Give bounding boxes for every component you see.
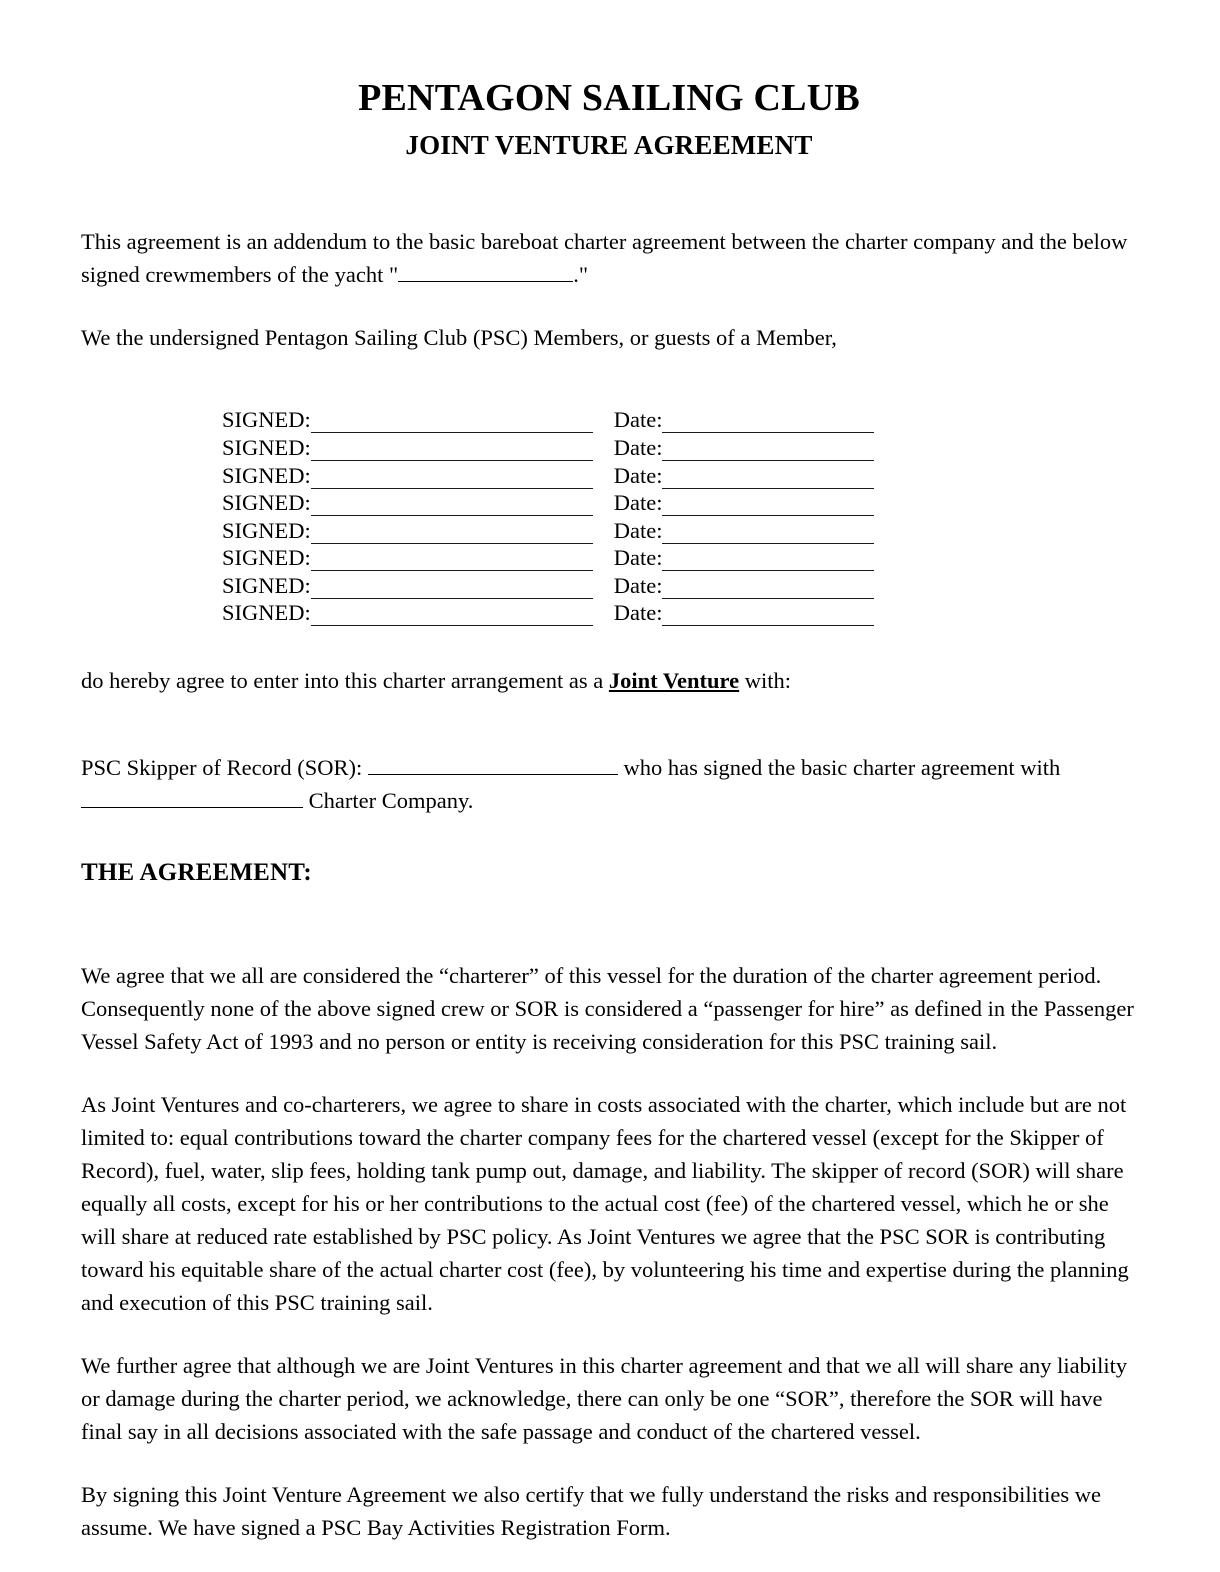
date-line[interactable] (662, 466, 874, 489)
date-line[interactable] (662, 576, 874, 599)
date-line[interactable] (662, 603, 874, 626)
signature-row (222, 489, 1022, 517)
date-label: Date: (613, 572, 663, 598)
charter-company-blank[interactable] (81, 786, 303, 808)
intro-paragraph-1 (81, 225, 1137, 291)
date-label: Date: (613, 600, 663, 626)
signature-line[interactable] (311, 438, 593, 461)
signature-line[interactable] (311, 603, 593, 626)
signature-line[interactable] (311, 576, 593, 599)
signed-label: SIGNED: (222, 490, 311, 516)
page-subtitle: JOINT VENTURE AGREEMENT (405, 130, 813, 161)
signature-block (222, 406, 1022, 627)
section-heading-agreement: THE AGREEMENT: (81, 859, 312, 887)
signature-line[interactable] (311, 493, 593, 516)
document-content (81, 0, 1137, 1544)
signature-row (222, 544, 1022, 572)
body-paragraph-4: By signing this Joint Venture Agreement we also certify that we fully understand the risks and responsibilities we assume. We have signed a PSC Bay Activities Registration Form. (81, 1482, 1102, 1541)
signature-row (222, 571, 1022, 599)
signed-label: SIGNED: (222, 545, 311, 571)
title-block (81, 78, 1137, 161)
signature-row (222, 516, 1022, 544)
joint-venture-text-after: with: (739, 668, 792, 694)
signature-row (222, 461, 1022, 489)
date-line[interactable] (662, 438, 874, 461)
date-label: Date: (613, 545, 663, 571)
date-label: Date: (613, 434, 663, 460)
yacht-name-blank[interactable] (398, 260, 573, 282)
date-label: Date: (613, 462, 663, 488)
joint-venture-text-before: do hereby agree to enter into this charter arrangement as a (81, 668, 609, 694)
intro-text-before-yacht-blank: This agreement is an addendum to the basic bareboat charter agreement between the charter company and the below signed crewmembers of the yacht " (81, 228, 1128, 287)
joint-venture-emphasis: Joint Venture (608, 668, 740, 694)
body-paragraph-2: As Joint Ventures and co-charterers, we agree to share in costs associated with the charter, which include but are not limited to: equal contributions toward the charter company fees for the chartered vessel (except for the Skipper of Record), fuel, water, slip fees, holding tank pump out, damage, and liability. The skipper of record (SOR) will share equally all costs, except for his or her contributions to the actual cost (fee) of the chartered vessel, which he or she will share at reduced rate established by PSC policy. As Joint Ventures we agree that the PSC SOR is contributing toward his equitable share of the actual charter cost (fee), by volunteering his time and expertise during the planning and execution of this PSC training sail. (81, 1092, 1129, 1316)
intro-paragraph-2: We the undersigned Pentagon Sailing Club (PSC) Members, or guests of a Member, (81, 324, 837, 350)
date-line[interactable] (662, 548, 874, 571)
signature-row (222, 406, 1022, 434)
sor-label: PSC Skipper of Record (SOR): (81, 755, 368, 781)
date-line[interactable] (662, 493, 874, 516)
date-label: Date: (613, 407, 663, 433)
sor-name-blank[interactable] (368, 753, 618, 775)
body-paragraph-3: We further agree that although we are Joint Ventures in this charter agreement and that we all will share any liability or damage during the charter period, we acknowledge, there can only be one “SOR”, therefore the SOR will have final say in all decisions associated with the safe passage and conduct of the chartered vessel. (81, 1353, 1128, 1445)
intro-text-after-yacht-blank: ." (573, 261, 589, 287)
joint-venture-line (81, 664, 1137, 697)
date-line[interactable] (662, 410, 874, 433)
signed-label: SIGNED: (222, 572, 311, 598)
signature-line[interactable] (311, 548, 593, 571)
signature-line[interactable] (311, 521, 593, 544)
date-label: Date: (613, 517, 663, 543)
date-label: Date: (613, 490, 663, 516)
signature-row (222, 599, 1022, 627)
signed-label: SIGNED: (222, 462, 311, 488)
date-line[interactable] (662, 521, 874, 544)
page-title: PENTAGON SAILING CLUB (358, 77, 860, 119)
signed-label: SIGNED: (222, 434, 311, 460)
signed-label: SIGNED: (222, 407, 311, 433)
signature-line[interactable] (311, 466, 593, 489)
sor-paragraph (81, 751, 1137, 817)
body-paragraph-1: We agree that we all are considered the “charterer” of this vessel for the duration of the charter agreement period. Consequently none of the above signed crew or SOR is considered a “passenger for hire” as defined in the Passenger Vessel Safety Act of 1993 and no person or entity is receiving consideration for this PSC training sail. (81, 963, 1134, 1055)
signed-label: SIGNED: (222, 600, 311, 626)
signature-row (222, 433, 1022, 461)
sor-text-end: Charter Company. (303, 788, 474, 814)
signature-line[interactable] (311, 410, 593, 433)
signed-label: SIGNED: (222, 517, 311, 543)
sor-text-middle: who has signed the basic charter agreement with (617, 755, 1061, 781)
